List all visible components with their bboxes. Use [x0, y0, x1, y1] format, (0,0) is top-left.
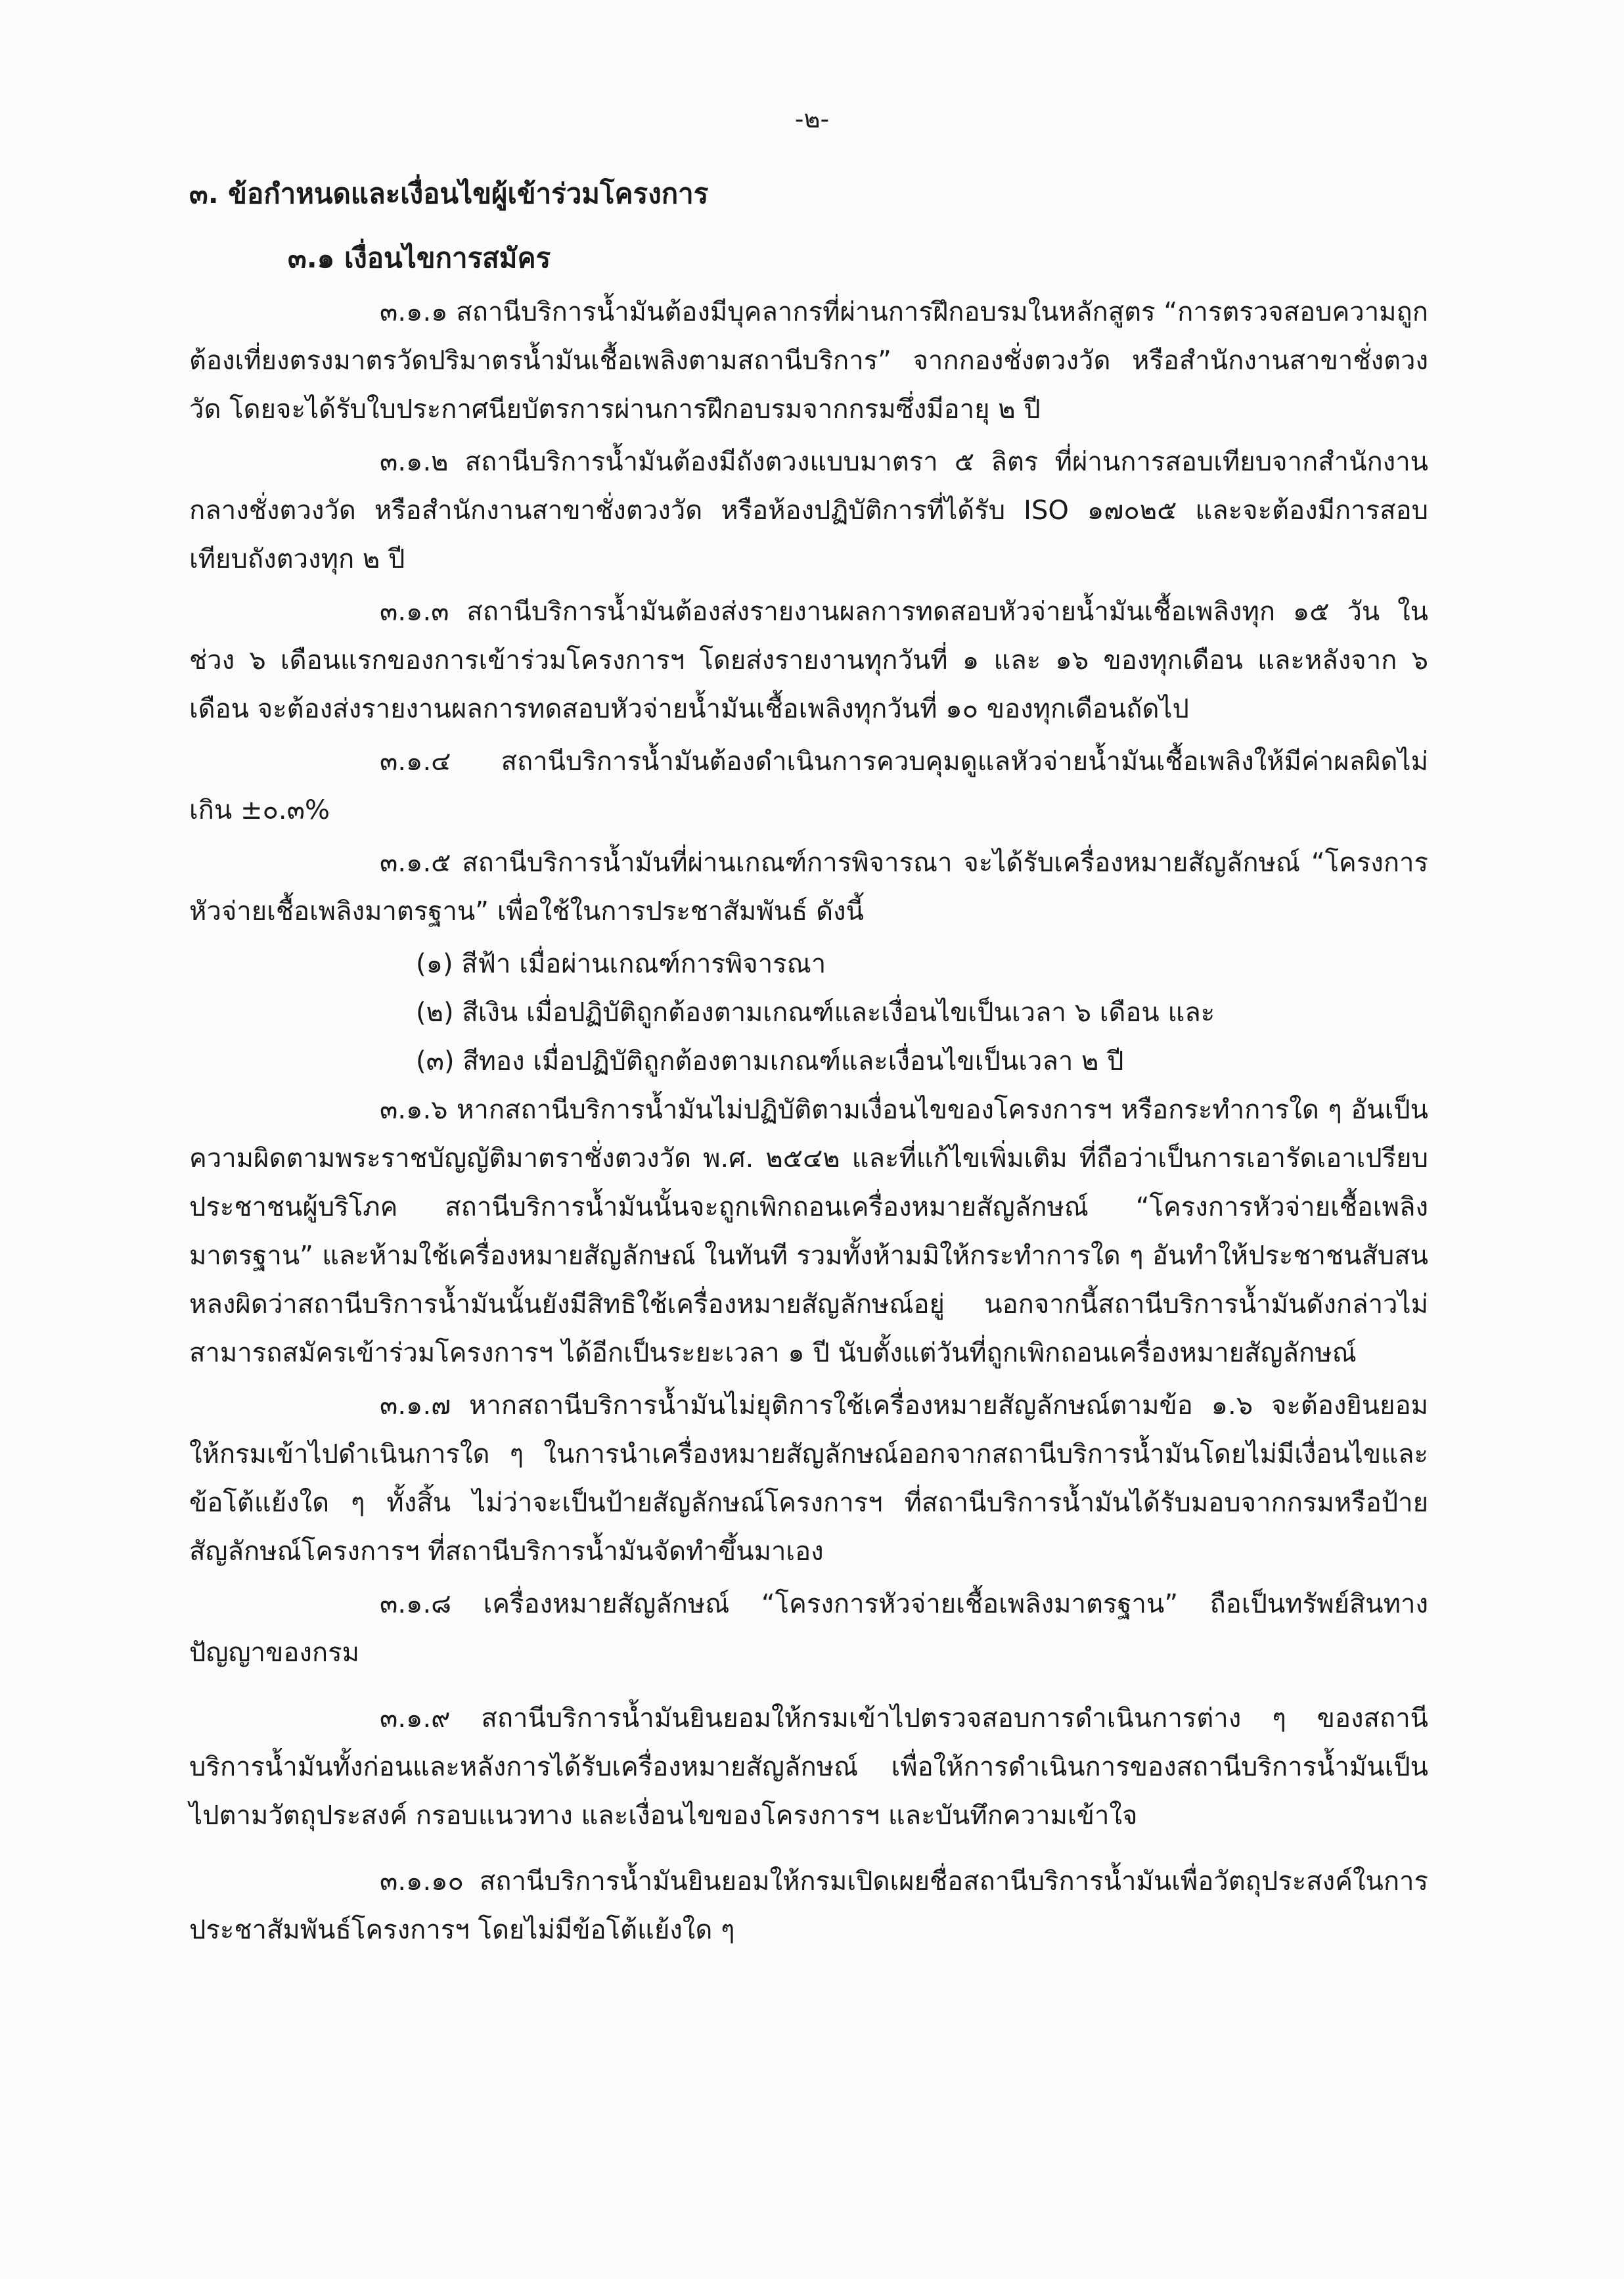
clause-3-1-10: ๓.๑.๑๐ สถานีบริการน้ำมันยินยอมให้กรมเปิดเผยชื่อสถานีบริการน้ำมันเพื่อวัตถุประสงค์ในการประชาสัมพันธ์โครงการฯ โดยไม่มีข้อโต้แย้งใด ๆ [189, 1866, 1428, 1945]
badge-level-blue: (๑) สีฟ้า เมื่อผ่านเกณฑ์การพิจารณา [416, 949, 826, 979]
clause-3-1-6: ๓.๑.๖ หากสถานีบริการน้ำมันไม่ปฏิบัติตามเงื่อนไขของโครงการฯ หรือกระทำการใด ๆ อันเป็นความผิดตามพระราชบัญญัติมาตราชั่งตวงวัด พ.ศ. ๒๕๔๒ และที่แก้ไขเพิ่มเติม ที่ถือว่าเป็นการเอารัดเอาเปรียบประชาชนผู้บริโภค สถานีบริการน้ำมันนั้นจะถูกเพิกถอนเครื่องหมายสัญลักษณ์ “โครงการหัวจ่ายเชื้อเพลิงมาตรฐาน” และห้ามใช้เครื่องหมายสัญลักษณ์ ในทันที รวมทั้งห้ามมิให้กระทำการใด ๆ อันทำให้ประชาชนสับสนหลงผิดว่าสถานีบริการน้ำมันนั้นยังมีสิทธิใช้เครื่องหมายสัญลักษณ์อยู่ นอกจากนี้สถานีบริการน้ำมันดังกล่าวไม่สามารถสมัครเข้าร่วมโครงการฯ ได้อีกเป็นระยะเวลา ๑ ปี นับตั้งแต่วันที่ถูกเพิกถอนเครื่องหมายสัญลักษณ์ [189, 1095, 1428, 1368]
clause-3-1-3: ๓.๑.๓ สถานีบริการน้ำมันต้องส่งรายงานผลการทดสอบหัวจ่ายน้ำมันเชื้อเพลิงทุก ๑๕ วัน ในช่วง ๖ เดือนแรกของการเข้าร่วมโครงการฯ โดยส่งรายงานทุกวันที่ ๑ และ ๑๖ ของทุกเดือน และหลังจาก ๖ เดือน จะต้องส่งรายงานผลการทดสอบหัวจ่ายน้ำมันเชื้อเพลิงทุกวันที่ ๑๐ ของทุกเดือนถัดไป [189, 597, 1428, 724]
document-body [189, 170, 1428, 1958]
section-title: ๓. ข้อกำหนดและเงื่อนไขผู้เข้าร่วมโครงการ [189, 177, 709, 210]
clause-3-1-4: ๓.๑.๔ สถานีบริการน้ำมันต้องดำเนินการควบคุมดูแลหัวจ่ายน้ำมันเชื้อเพลิงให้มีค่าผลผิดไม่เกิน ±๐.๓% [189, 747, 1428, 825]
clause-3-1-9: ๓.๑.๙ สถานีบริการน้ำมันยินยอมให้กรมเข้าไปตรวจสอบการดำเนินการต่าง ๆ ของสถานีบริการน้ำมันทั้งก่อนและหลังการได้รับเครื่องหมายสัญลักษณ์ เพื่อให้การดำเนินการของสถานีบริการน้ำมันเป็นไปตามวัตถุประสงค์ กรอบแนวทาง และเงื่อนไขของโครงการฯ และบันทึกความเข้าใจ [189, 1703, 1428, 1831]
clause-3-1-5: ๓.๑.๕ สถานีบริการน้ำมันที่ผ่านเกณฑ์การพิจารณา จะได้รับเครื่องหมายสัญลักษณ์ “โครงการหัวจ่ายเชื้อเพลิงมาตรฐาน” เพื่อใช้ในการประชาสัมพันธ์ ดังนี้ [189, 848, 1428, 927]
clause-3-1-1: ๓.๑.๑ สถานีบริการน้ำมันต้องมีบุคลากรที่ผ่านการฝึกอบรมในหลักสูตร “การตรวจสอบความถูกต้องเที่ยงตรงมาตรวัดปริมาตรน้ำมันเชื้อเพลิงตามสถานีบริการ” จากกองชั่งตวงวัด หรือสำนักงานสาขาชั่งตวงวัด โดยจะได้รับใบประกาศนียบัตรการผ่านการฝึกอบรมจากกรมซึ่งมีอายุ ๒ ปี [189, 297, 1428, 425]
clause-3-1-8: ๓.๑.๘ เครื่องหมายสัญลักษณ์ “โครงการหัวจ่ายเชื้อเพลิงมาตรฐาน” ถือเป็นทรัพย์สินทางปัญญาของกรม [189, 1589, 1428, 1668]
clause-3-1-2: ๓.๑.๒ สถานีบริการน้ำมันต้องมีถังตวงแบบมาตรา ๕ ลิตร ที่ผ่านการสอบเทียบจากสำนักงานกลางชั่งตวงวัด หรือสำนักงานสาขาชั่งตวงวัด หรือห้องปฏิบัติการที่ได้รับ ISO ๑๗๐๒๕ และจะต้องมีการสอบเทียบถังตวงทุก ๒ ปี [189, 447, 1428, 574]
page-number: -๒- [794, 104, 830, 133]
subsection-title: ๓.๑ เงื่อนไขการสมัคร [288, 242, 551, 274]
clause-3-1-7: ๓.๑.๗ หากสถานีบริการน้ำมันไม่ยุติการใช้เครื่องหมายสัญลักษณ์ตามข้อ ๑.๖ จะต้องยินยอมให้กรมเข้าไปดำเนินการใด ๆ ในการนำเครื่องหมายสัญลักษณ์ออกจากสถานีบริการน้ำมันโดยไม่มีเงื่อนไขและข้อโต้แย้งใด ๆ ทั้งสิ้น ไม่ว่าจะเป็นป้ายสัญลักษณ์โครงการฯ ที่สถานีบริการน้ำมันได้รับมอบจากกรมหรือป้ายสัญลักษณ์โครงการฯ ที่สถานีบริการน้ำมันจัดทำขึ้นมาเอง [189, 1391, 1429, 1567]
badge-level-silver: (๒) สีเงิน เมื่อปฏิบัติถูกต้องตามเกณฑ์และเงื่อนไขเป็นเวลา ๖ เดือน และ [416, 998, 1215, 1028]
badge-level-gold: (๓) สีทอง เมื่อปฏิบัติถูกต้องตามเกณฑ์และเงื่อนไขเป็นเวลา ๒ ปี [416, 1046, 1124, 1076]
